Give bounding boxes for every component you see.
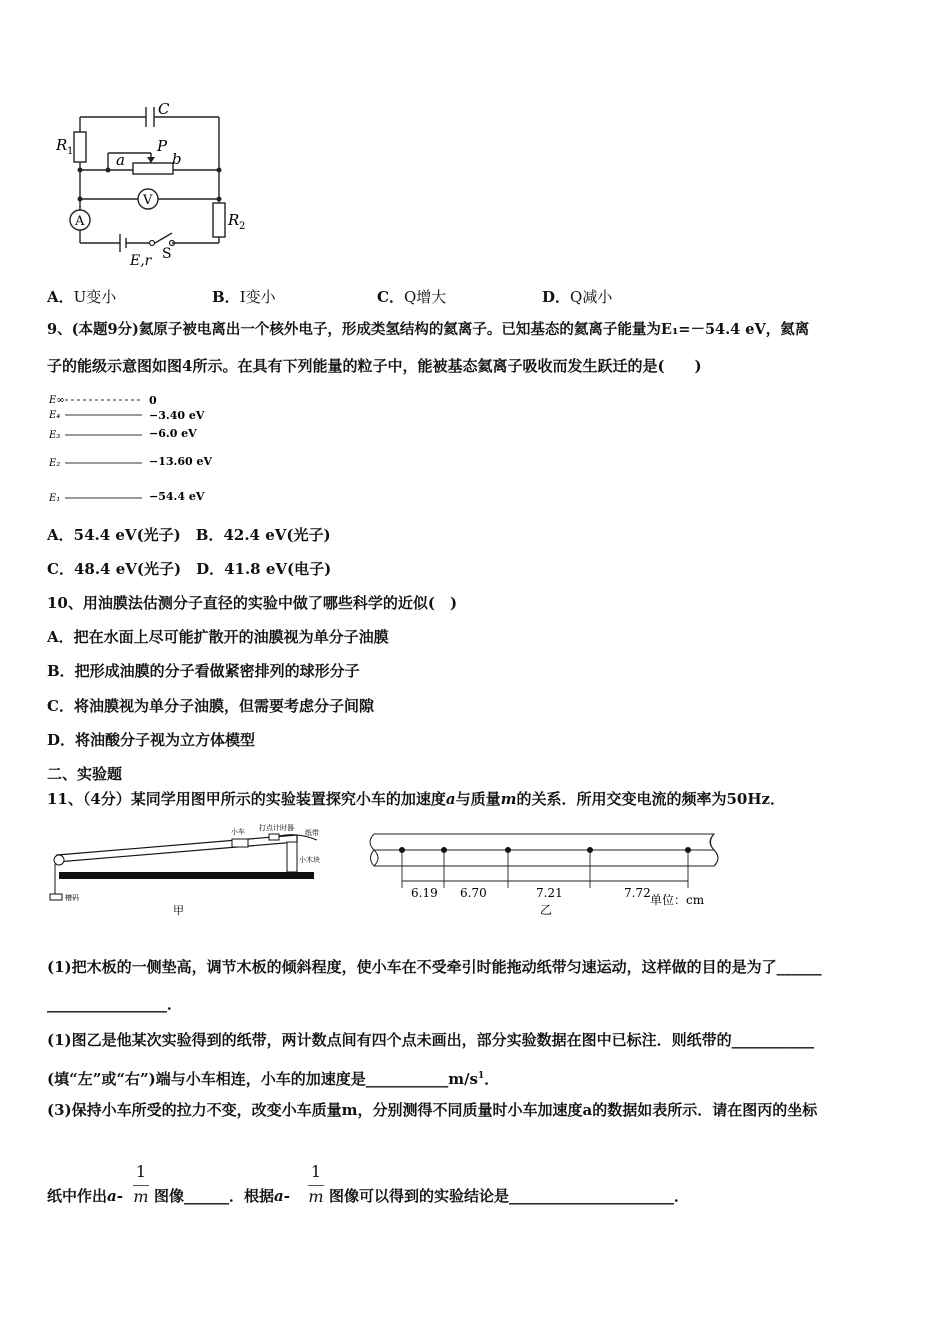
tape-label: 纸带 [305,829,319,837]
q8-option-d: D．Q减小 [542,288,613,306]
block-label: 小木块 [299,856,320,864]
segment-2: 6.70 [460,886,487,900]
level-e2: E₂ [49,458,61,469]
q10-option-c: C．将油膜视为单分子油膜，但需要考虑分子间隙 [47,697,374,715]
fraction-2-denominator: m [308,1187,324,1206]
rheo-a-label: a [116,151,125,169]
fraction-1-bar [133,1185,149,1186]
r1-label: R [56,136,68,154]
segment-1: 6.19 [411,886,438,900]
q9-options-row2: C．48.4 eV(光子) D．41.8 eV(电子) [47,560,332,578]
r2-label: R [228,211,240,229]
q11-part3-line2-c: 图像可以得到的实验结论是______________________． [329,1187,690,1205]
fraction-1-denominator: m [133,1187,149,1206]
weight-label: 槽码 [65,894,79,902]
level-e3: E₃ [49,430,61,441]
level-e2-value: −13.60 eV [149,455,213,468]
r1-sub: 1 [67,146,74,157]
q11-stem: 11、（4分）某同学用图甲所示的实验装置探究小车的加速度a与质量m的关系．所用交变电流的频率为50Hz． [47,790,786,808]
q8-option-b: B．I变小 [212,288,276,306]
rheo-b-label: b [172,150,182,168]
q10-option-d: D．将油酸分子视为立方体模型 [47,731,256,749]
level-e-inf-value: 0 [149,394,157,407]
q10-stem: 10、用油膜法估测分子直径的实验中做了哪些科学的近似( ) [47,594,458,612]
r2-sub: 2 [239,221,246,232]
q11-part1-line1: (1)把木板的一侧垫高，调节木板的倾斜程度，使小车在不受牵引时能拖动纸带匀速运动，这样做的目的是为了______ [47,958,822,976]
fraction-2-bar [308,1185,324,1186]
segment-4: 7.72 [624,886,651,900]
q11-part3-line2-b: 图像______．根据a- [154,1187,290,1205]
energy-level-diagram [47,390,227,505]
figure-yi-caption: 乙 [540,903,553,916]
rheo-p-label: P [157,137,168,155]
level-e-inf: E∞ [49,395,65,406]
q9-stem-line1: 9、(本题9分)氦原子被电离出一个核外电子，形成类氢结构的氦离子。已知基态的氦离子能量为E₁=－54.4 eV，氦离 [47,321,810,338]
q11-part2-line2: (填“左”或“右”)端与小车相连，小车的加速度是$\_\_\_\_\_\_\_\_\_\_\_m/s^1$． [47,1070,500,1088]
fraction-1-numerator: 1 [135,1162,147,1181]
q11-part3-line2-a: 纸中作出a- [47,1187,123,1205]
q8-option-a: A．U变小 [47,288,117,306]
cap-label: C [158,100,170,118]
voltmeter-label: V [143,193,153,208]
level-e4: E₄ [49,410,61,421]
level-e3-value: −6.0 eV [149,427,197,440]
figure-jia [47,822,322,922]
figure-jia-caption: 甲 [173,904,184,917]
ammeter-label: A [75,214,85,229]
battery-label: E,r [130,253,152,269]
q8-option-c: C．Q增大 [377,288,447,306]
q11-part3-line1: (3)保持小车所受的拉力不变，改变小车质量m，分别测得不同质量时小车加速度a的数据如表所示．请在图丙的坐标 [47,1101,818,1119]
timer-label: 打点计时器 [259,824,294,832]
q11-part1-line2: ________________． [47,995,183,1013]
circuit-diagram [50,95,260,270]
figure-yi [362,826,722,916]
q10-option-a: A．把在水面上尽可能扩散开的油膜视为单分子油膜 [47,628,389,646]
segment-3: 7.21 [536,886,563,900]
level-e1: E₁ [49,493,61,504]
q9-options-row1: A．54.4 eV(光子) B．42.4 eV(光子) [47,526,331,544]
switch-label: S [162,246,172,262]
level-e4-value: −3.40 eV [149,409,205,422]
level-e1-value: −54.4 eV [149,490,205,503]
section-heading: 二、实验题 [47,765,123,783]
unit-label: 单位：cm [650,893,705,907]
fraction-2-numerator: 1 [310,1162,322,1181]
q10-option-b: B．把形成油膜的分子看做紧密排列的球形分子 [47,662,360,680]
car-label: 小车 [231,828,245,836]
q11-part2-line1: (1)图乙是他某次实验得到的纸带，两计数点间有四个点未画出，部分实验数据在图中已标注．则纸带的___________ [47,1031,815,1049]
q9-stem-line2: 子的能级示意图如图4所示。在具有下列能量的粒子中，能被基态氦离子吸收而发生跃迁的是( ) [47,357,702,375]
